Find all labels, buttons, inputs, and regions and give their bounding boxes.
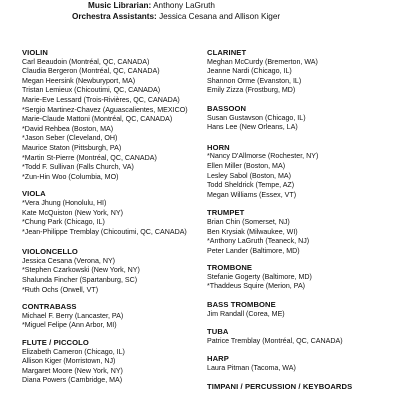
section-title: CLARINET [207, 48, 247, 57]
member-entry: Marie-Claude Mattoni (Montréal, QC, CANADA) [22, 115, 173, 124]
music-librarian-label: Music Librarian: [88, 1, 152, 10]
roster-column-left [22, 48, 197, 386]
member-entry: Ben Krysiak (Milwaukee, WI) [207, 227, 298, 236]
member-entry: Claudia Bergeron (Montréal, QC, CANADA) [22, 67, 160, 76]
section-title: FLUTE / PICCOLO [22, 338, 89, 348]
member-entry: Lesley Sabol (Boston, MA) [207, 171, 291, 180]
section-tuba [207, 327, 382, 346]
member-entry: * Todd F. Sullivan (Falls Church, VA) [22, 163, 197, 173]
section-title: TUBA [207, 327, 229, 337]
member-entry: Shannon Orme (Evanston, IL) [207, 76, 302, 85]
member-entry: Susan Gustavson (Chicago, IL) [207, 113, 306, 122]
music-librarian-name: Anthony LaGruth [153, 1, 215, 10]
section-title: CONTRABASS [22, 302, 77, 312]
section-trombone [207, 263, 382, 292]
member-entry: Megan Heersink (Newburyport, MA) [22, 76, 136, 85]
member-entry: * Martin St-Pierre (Montréal, QC, CANADA) [22, 154, 197, 164]
section-timpani-percussion-keyboards [207, 382, 382, 392]
section-title: BASS TROMBONE [207, 300, 276, 310]
member-entry: * Stephen Czarkowski (New York, NY) [22, 266, 197, 276]
member-entry: Margaret Moore (New York, NY) [22, 366, 123, 375]
member-entry: Shalunda Fincher (Spartanburg, SC) [22, 276, 138, 285]
member-entry: Ellen Miller (Boston, MA) [207, 161, 286, 170]
member-entry: Carl Beaudoin (Montréal, QC, CANADA) [22, 57, 150, 66]
orchestra-assistants-line [72, 12, 280, 22]
section-title: TROMBONE [207, 263, 253, 273]
orchestra-assistants-names: Jessica Cesana and Allison Kiger [159, 12, 281, 21]
member-entry: * Sergio Martinez-Chavez (Aguascalientes, MEXICO) [22, 106, 197, 116]
section-trumpet [207, 208, 382, 256]
member-entry: * Ruth Ochs (Orwell, VT) [22, 286, 197, 296]
section-title: TRUMPET [207, 208, 245, 218]
member-entry: Jim Randall (Corea, ME) [207, 309, 285, 318]
member-entry: * Jean-Philippe Tremblay (Chicoutimi, QC, CANADA) [22, 228, 197, 238]
member-entry: Peter Lander (Baltimore, MD) [207, 246, 300, 255]
member-entry: * Vera Jhung (Honolulu, HI) [22, 199, 197, 209]
member-entry: Elizabeth Cameron (Chicago, IL) [22, 347, 125, 356]
member-entry: * Anthony LaGruth (Teaneck, NJ) [207, 237, 382, 247]
member-entry: Diana Powers (Cambridge, MA) [22, 376, 123, 385]
section-title: VIOLONCELLO [22, 247, 78, 257]
member-entry: Jessica Cesana (Verona, NY) [22, 256, 116, 265]
member-entry: Laura Pitman (Tacoma, WA) [207, 364, 296, 373]
member-entry: * Miguel Felipe (Ann Arbor, MI) [22, 321, 197, 331]
member-entry: Patrice Tremblay (Montréal, QC, CANADA) [207, 336, 343, 345]
section-title: VIOLA [22, 189, 46, 199]
member-entry: Allison Kiger (Morristown, NJ) [22, 357, 116, 366]
member-entry: Stefanie Gogerty (Baltimore, MD) [207, 272, 312, 281]
section-violoncello [22, 247, 197, 295]
member-entry: Hans Lee (New Orleans, LA) [207, 123, 298, 132]
section-bass-trombone [207, 300, 382, 319]
section-title: HARP [207, 354, 229, 364]
member-entry: * Chung Park (Chicago, IL) [22, 218, 197, 228]
member-entry: Brian Chin (Somerset, NJ) [207, 217, 290, 226]
section-contrabass [22, 302, 197, 331]
member-entry: Todd Sheldrick (Tempe, AZ) [207, 181, 295, 190]
section-harp [207, 354, 382, 373]
section-violin [22, 48, 197, 182]
member-entry: Jeanne Nardi (Chicago, IL) [207, 67, 292, 76]
section-title: BASSOON [207, 103, 247, 113]
section-flute-piccolo [22, 338, 197, 386]
member-entry: Emily Zizza (Frostburg, MD) [207, 86, 296, 95]
section-bassoon [207, 104, 382, 133]
member-entry: Kate McQuiston (New York, NY) [22, 208, 123, 217]
member-entry: Megan Williams (Essex, VT) [207, 190, 297, 199]
member-entry: Maurice Staton (Pittsburgh, PA) [22, 143, 122, 152]
member-entry: * Zun-Hin Woo (Columbia, MO) [22, 173, 197, 183]
member-entry: Marie-Eve Lessard (Trois-Rivières, QC, CANADA) [22, 95, 180, 104]
section-horn [207, 143, 382, 201]
section-title: TIMPANI / PERCUSSION / KEYBOARDS [207, 381, 353, 391]
section-title: HORN [207, 142, 230, 152]
member-entry: Tristan Lemieux (Chicoutimi, QC, CANADA) [22, 86, 161, 95]
section-viola [22, 189, 197, 237]
member-entry: Meghan McCurdy (Bremerton, WA) [207, 57, 318, 66]
member-entry: * Nancy D'Allmorse (Rochester, NY) [207, 152, 382, 162]
roster-column-right [207, 48, 382, 391]
member-entry: Michael F. Berry (Lancaster, PA) [22, 311, 124, 320]
member-entry: * David Rehbea (Boston, MA) [22, 125, 197, 135]
music-librarian-line [88, 1, 215, 11]
member-entry: * Thaddeus Squire (Merion, PA) [207, 282, 382, 292]
member-entry: * Jason Seber (Cleveland, OH) [22, 134, 197, 144]
orchestra-assistants-label: Orchestra Assistants: [72, 12, 157, 21]
section-title: VIOLIN [22, 48, 48, 57]
section-clarinet [207, 48, 382, 96]
